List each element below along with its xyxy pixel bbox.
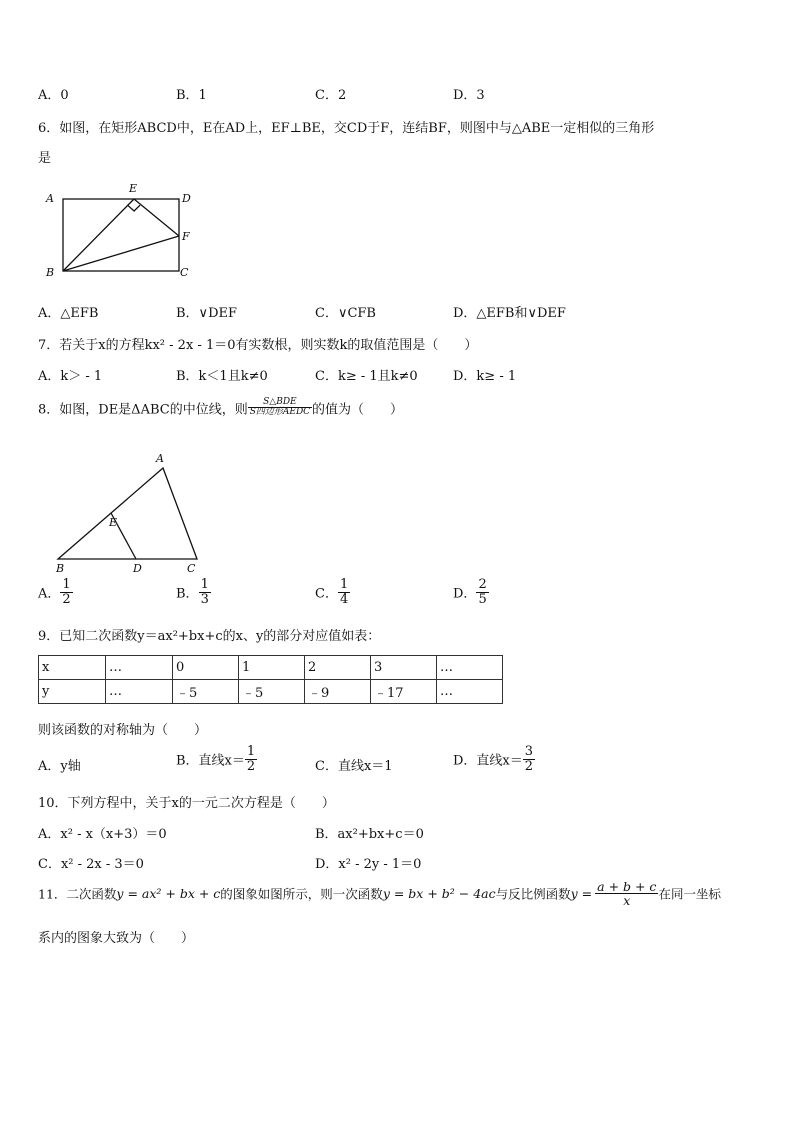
label-a: A [46, 192, 54, 205]
q10-option-c: C．x² - 2x - 3＝0 [38, 857, 144, 872]
q8-ratio-numerator: S△BDE [248, 398, 312, 408]
table-cell: 0 [173, 656, 239, 680]
q11-text: 与反比例函数 [495, 886, 571, 902]
label-b: B [56, 562, 65, 575]
q8-option-d-den: 5 [478, 591, 487, 607]
q9-option-b-den: 2 [246, 758, 256, 774]
right-angle-mark [128, 205, 140, 211]
label-d: D [133, 562, 142, 575]
q8-option-d-num: 2 [478, 577, 487, 592]
q9-option-d-den: 2 [524, 758, 534, 774]
q9-option-d-num: 3 [524, 744, 534, 759]
q7-option-d: D．k≥ - 1 [453, 369, 517, 384]
table-cell: ﹣17 [371, 680, 437, 704]
table-cell: … [106, 680, 173, 704]
label-b: B [46, 266, 55, 279]
label-e: E [109, 516, 118, 529]
q11-text: 在同一坐标 [658, 886, 721, 902]
q8-stem-after: 的值为（ ） [312, 402, 404, 418]
q9-option-a: A．y轴 [38, 759, 81, 774]
q7-option-b: B．k＜1且k≠0 [176, 369, 268, 384]
table-cell: x [39, 656, 106, 680]
segment-ef [134, 199, 179, 236]
q10-option-a: A．x² - x（x+3）＝0 [38, 827, 167, 842]
q11-stem-line2: 系内的图象大致为（ ） [38, 931, 195, 946]
option-label: D．直线x＝ [453, 753, 523, 769]
label-e: E [129, 182, 138, 195]
table-cell: … [437, 680, 503, 704]
q7-stem: 7．若关于x的方程kx² - 2x - 1＝0有实数根，则实数k的取值范围是（ ） [38, 338, 478, 353]
q5-option-b: B．1 [176, 88, 207, 103]
q7-option-a: A．k＞ - 1 [38, 369, 103, 384]
q11-linear-expr: y = bx + b² − 4ac [382, 886, 496, 902]
q10-option-d: D．x² - 2y - 1＝0 [315, 857, 422, 872]
q6-rectangle-figure [40, 180, 200, 280]
q5-option-d: D．3 [453, 88, 485, 103]
table-cell: 2 [305, 656, 371, 680]
q11-frac-num: a + b + c [597, 879, 657, 894]
q8-option-a-den: 2 [62, 591, 71, 607]
table-cell: ﹣5 [173, 680, 239, 704]
q8-triangle-figure [50, 450, 210, 575]
option-label: C． [315, 586, 338, 602]
option-label: B．直线x＝ [176, 753, 245, 769]
q10-option-b: B．ax²+bx+c＝0 [315, 827, 424, 842]
q9-option-b [176, 745, 257, 773]
q5-option-a: A．0 [38, 88, 69, 103]
q10-stem: 10．下列方程中，关于x的一元二次方程是（ ） [38, 796, 335, 811]
q9-value-table [38, 655, 503, 704]
option-label: D． [453, 586, 477, 602]
q8-area-ratio [248, 398, 312, 418]
table-row [39, 656, 503, 680]
q6-option-c: C．∨CFB [315, 306, 376, 321]
q6-option-d: D．△EFB和∨DEF [453, 306, 566, 321]
label-d: D [182, 192, 191, 205]
q9-option-c: C．直线x＝1 [315, 759, 393, 774]
table-cell: … [437, 656, 503, 680]
q8-option-a-num: 1 [62, 577, 71, 592]
label-c: C [180, 266, 189, 279]
option-label: B． [176, 586, 199, 602]
table-cell: 3 [371, 656, 437, 680]
q8-option-a [38, 578, 73, 606]
label-a: A [156, 452, 164, 465]
q5-option-c: C．2 [315, 88, 347, 103]
table-cell: 1 [239, 656, 305, 680]
q6-option-a: A．△EFB [38, 306, 99, 321]
q9-option-b-num: 1 [246, 744, 256, 759]
q8-option-b-num: 1 [200, 577, 209, 592]
q8-ratio-denominator: S四边形AEDC [249, 407, 311, 418]
q8-stem-before: 8．如图，DE是ΔABC的中位线，则 [38, 402, 248, 418]
q11-frac-den: x [623, 893, 631, 909]
triangle-abc [58, 468, 197, 559]
q8-option-c-num: 1 [339, 577, 349, 592]
rect-abcd [63, 199, 179, 271]
q11-stem-line1 [38, 880, 721, 907]
q7-option-c: C．k≥ - 1且k≠0 [315, 369, 418, 384]
option-label: A． [38, 586, 61, 602]
q11-text: 11．二次函数 [38, 886, 117, 902]
q8-option-b-den: 3 [200, 591, 209, 607]
q6-stem-line1: 6．如图，在矩形ABCD中，E在AD上，EF⊥BE，交CD于F，连结BF，则图中与△ABE一定相似的三角形 [38, 121, 655, 136]
label-f: F [182, 230, 190, 243]
q8-stem [38, 398, 403, 418]
q11-inverse-expr: y = [570, 886, 593, 902]
q8-option-c [315, 578, 350, 606]
q8-option-d [453, 578, 489, 606]
q11-text: 的图象如图所示，则一次函数 [220, 886, 383, 902]
q9-option-d [453, 745, 535, 773]
table-cell: ﹣5 [239, 680, 305, 704]
q9-question: 则该函数的对称轴为（ ） [38, 723, 208, 738]
q8-option-b [176, 578, 211, 606]
label-c: C [187, 562, 196, 575]
q8-option-c-den: 4 [339, 591, 349, 607]
q9-stem: 9．已知二次函数y＝ax²+bx+c的x、y的部分对应值如表： [38, 629, 381, 644]
table-cell: y [39, 680, 106, 704]
q11-quadratic-expr: y = ax² + bx + c [116, 886, 221, 902]
q6-option-b: B．∨DEF [176, 306, 238, 321]
table-cell: … [106, 656, 173, 680]
table-cell: ﹣9 [305, 680, 371, 704]
table-row [39, 680, 503, 704]
q6-stem-line2: 是 [38, 151, 52, 166]
